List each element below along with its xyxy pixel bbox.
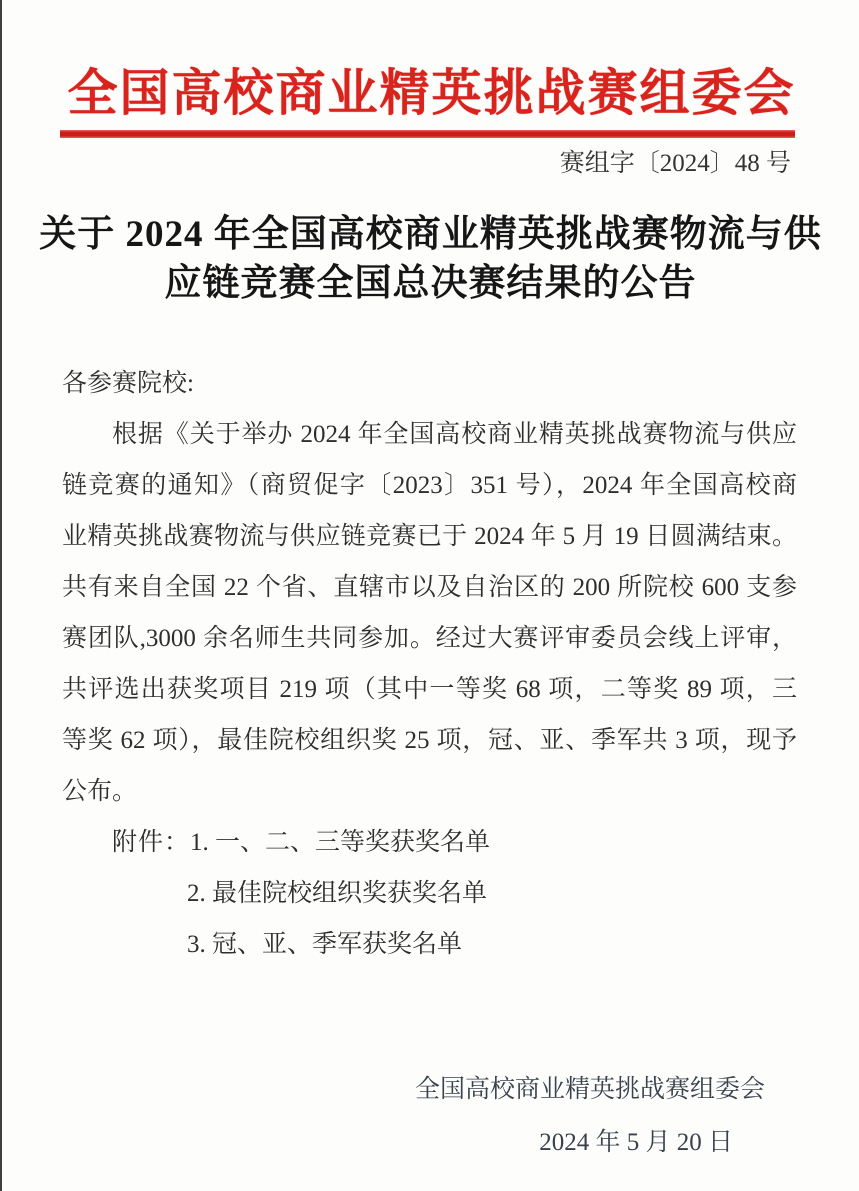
salutation: 各参赛院校: [62,370,194,397]
notice-title [30,210,831,308]
body-line: 共评选出获奖项目 219 项（其中一等奖 68 项，二等奖 89 项，三 [62,676,797,703]
letterhead-red-divider [60,130,795,138]
letterhead [2,64,859,180]
attachment-item-3: 3. 冠、亚、季军获奖名单 [187,931,463,958]
attachment-item [62,817,797,868]
notice-title-line-2: 应链竞赛全国总决赛结果的公告 [164,263,697,304]
body-line: 业精英挑战赛物流与供应链竞赛已于 2024 年 5 月 19 日圆满结束。 [62,523,797,550]
attachments-label: 附件： [112,829,191,856]
letterhead-org-name: 全国高校商业精英挑战赛组委会 [67,65,796,121]
doc-number: 赛组字〔2024〕48 号 [559,150,791,177]
body-line: 共有来自全国 22 个省、直辖市以及自治区的 200 所院校 600 支参 [62,574,797,601]
signature-date: 2024 年 5 月 20 日 [539,1129,733,1156]
body-line: 公布。 [62,778,138,805]
body-line: 根据《关于举办 2024 年全国高校商业精英挑战赛物流与供应 [112,421,797,448]
body-line: 链竞赛的通知》（商贸促字〔2023〕351 号），2024 年全国高校商 [62,472,797,499]
attachments-list [62,817,797,970]
body-line: 赛团队,3000 余名师生共同参加。经过大赛评审委员会线上评审， [62,625,797,652]
body-line: 等奖 62 项），最佳院校组织奖 25 项，冠、亚、季军共 3 项，现予 [62,727,797,754]
signature-org-name: 全国高校商业精英挑战赛组委会 [414,1076,765,1103]
attachment-item-1: 1. 一、二、三等奖获奖名单 [190,829,491,856]
notice-title-line-1: 关于 2024 年全国高校商业精英挑战赛物流与供 [39,214,822,255]
attachment-item-2: 2. 最佳院校组织奖获奖名单 [187,880,488,907]
notice-footer [2,1064,859,1168]
notice-body [2,358,859,970]
